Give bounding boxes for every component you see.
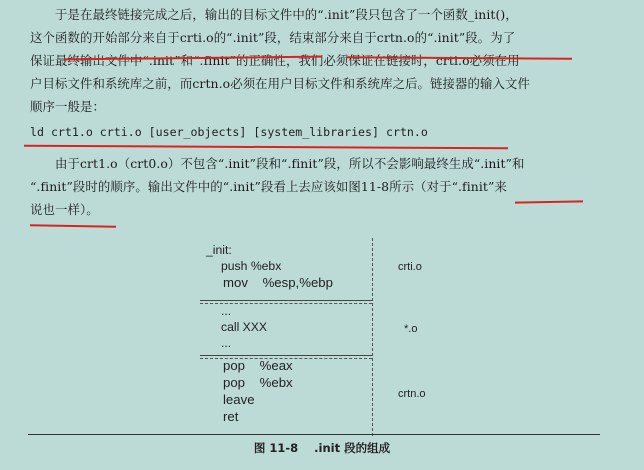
paragraph-2 — [30, 152, 614, 221]
linker-command: ld crt1.o crti.o [user_objects] [system_libraries] crtn.o — [30, 125, 428, 139]
paragraph-1-line: 户目标文件和系统库之前，而crtn.o必须在用户目标文件和系统库之后。链接器的输入文件 — [30, 76, 530, 91]
paragraph-2-line: 说也一样）。 — [30, 202, 99, 217]
paragraph-1-line: 顺序一般是： — [30, 99, 105, 114]
paragraph-1-line: 于是在最终链接完成之后，输出的目标文件中的“.init”段只包含了一个函数_init()， — [55, 7, 518, 22]
asm-line: call XXX — [221, 320, 268, 334]
asm-line: _init: — [206, 243, 232, 257]
asm-line: ret — [223, 409, 239, 424]
paragraph-2-line: 由于crt1.o（crt0.o）不包含“.init”段和“.finit”段，所以不会影响最终生成“.init”和 — [55, 156, 525, 171]
figure-caption: 图 11-8 .init 段的组成 — [253, 441, 391, 455]
object-label-crti: crti.o — [398, 261, 422, 273]
diagram-separator — [200, 300, 372, 301]
asm-line: pop %ebx — [223, 375, 293, 390]
red-underline — [30, 224, 116, 228]
object-label-objects: *.o — [404, 323, 418, 335]
asm-line: mov %esp,%ebp — [223, 275, 333, 290]
red-underline — [24, 145, 508, 150]
figure-rule — [28, 434, 600, 435]
asm-line: ... — [221, 336, 232, 350]
asm-line: pop %eax — [223, 358, 293, 373]
paragraph-1-line: 保证最终输出文件中“.init”和“.finit”的正确性，我们必须保证在链接时，crti.o必须在用 — [30, 53, 520, 68]
diagram-divider — [372, 238, 373, 436]
paragraph-2-line: “.finit”段时的顺序。输出文件中的“.init”段看上去应该如图11-8所示（对于“.finit”来 — [30, 179, 507, 194]
diagram-separator — [200, 355, 372, 356]
asm-line: ... — [221, 304, 232, 318]
object-label-crtn: crtn.o — [398, 388, 426, 400]
paragraph-1-line: 这个函数的开始部分来自于crti.o的“.init”段，结束部分来自于crtn.o的“.init”段。为了 — [30, 30, 516, 45]
asm-line: push %ebx — [221, 259, 282, 273]
paragraph-1 — [30, 3, 614, 118]
asm-line: leave — [223, 392, 255, 407]
